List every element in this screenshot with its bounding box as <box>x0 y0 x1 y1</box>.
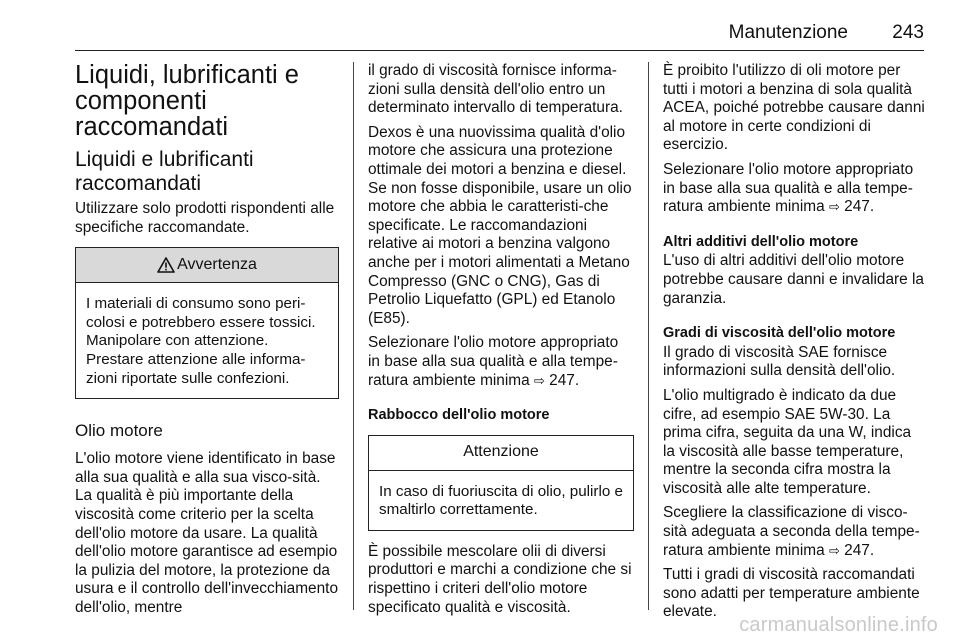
watermark: carmanualsonline.info <box>739 614 938 636</box>
select-oil-text <box>663 161 927 217</box>
section-subtitle: Liquidi e lubrificanti raccomandati <box>75 148 254 195</box>
header-rule <box>75 50 924 51</box>
viscosity-text-3 <box>663 504 927 560</box>
mixing-text: È possibile mescolare olii di diversi produttori e marchi a condizione che si rispettino i criteri dell'olio motore specificato qualità e viscosità. <box>368 542 632 616</box>
intro-text: Utilizzare solo prodotti rispondenti alle specifiche raccomandate. <box>75 200 335 236</box>
warning-box <box>75 247 339 399</box>
page-ref-arrow-icon: ⇨ <box>533 372 545 388</box>
caution-text: In caso di fuoriuscita di olio, pulirlo e smaltirlo correttamente. <box>379 482 623 519</box>
viscosity-text-1: Il grado di viscosità SAE fornisce informazioni sulla densità dell'olio. <box>663 343 896 380</box>
warning-text: I materiali di consumo sono peri-colosi e potrebbero essere tossici. Manipolare con attenzione. Prestare attenzione alle informa-zioni riportate sulle confezioni. <box>86 295 316 387</box>
page-number: 243 <box>892 22 924 43</box>
column-3 <box>663 62 927 628</box>
caution-label: Attenzione <box>369 436 633 471</box>
column-divider <box>353 62 354 610</box>
oil-heading: Olio motore <box>75 421 163 441</box>
page-ref-link[interactable]: 247. <box>844 198 875 216</box>
oil-text: L'olio motore viene identificato in base alla sua qualità e alla sua visco-sità. La qualità è più importante della viscosità come criterio per la scelta dell'olio motore da usare. La qualità dell'olio motore garantisce ad esempio la pulizia del motore, la protezione da usura e il controllo dell'invecchiamento dell'olio, mentre <box>75 450 339 616</box>
page-ref-arrow-icon: ⇨ <box>828 542 840 558</box>
page-title: Liquidi, lubrificanti e componenti raccomandati <box>75 61 299 141</box>
dexos-text: Dexos è una nuovissima qualità d'olio motore che assicura una protezione ottimale dei motori a benzina e diesel. Se non fosse disponibile, usare un olio motore che abbia le caratteristi-che specificate. Le raccomandazioni relative ai motori a benzina valgono anche per i motori alimentati a Metano Compresso (GNC o CNG), Gas di Petrolio Liquefatto (GPL) ed Etanolo (E85). <box>368 123 632 327</box>
select-oil-sentence: Selezionare l'olio motore appropriato in base alla sua qualità e alla tempe-ratura ambiente minima <box>368 334 619 389</box>
viscosity-sentence: Scegliere la classificazione di visco-sità adeguata a seconda della tempe-ratura ambiente minima <box>663 504 920 559</box>
viscosity-heading: Gradi di viscosità dell'olio motore <box>663 325 896 342</box>
page-ref-link[interactable]: 247. <box>844 541 875 559</box>
page-footer <box>0 612 960 642</box>
caution-box <box>368 435 634 531</box>
section-title: Manutenzione <box>728 22 848 43</box>
column-1 <box>75 62 339 624</box>
warning-triangle-icon <box>157 257 175 273</box>
additives-text: L'uso di altri additivi dell'olio motore potrebbe causare danni e invalidare la garanzia. <box>663 252 924 307</box>
viscosity-info-text: il grado di viscosità fornisce informa-zioni sulla densità dell'olio entro un determinato intervallo di temperatura. <box>368 62 623 117</box>
acea-text: È proibito l'utilizzo di oli motore per tutti i motori a benzina di sola qualità ACEA, poiché potrebbe causare danni al motore in certe condizioni di esercizio. <box>663 62 925 154</box>
page-ref-link[interactable]: 247. <box>549 371 580 389</box>
additives-heading: Altri additivi dell'olio motore <box>663 233 859 250</box>
select-oil-text <box>368 334 634 390</box>
page-ref-arrow-icon: ⇨ <box>828 199 840 215</box>
page-header <box>0 0 960 50</box>
refill-heading: Rabbocco dell'olio motore <box>368 407 550 424</box>
select-oil-sentence: Selezionare l'olio motore appropriato in base alla sua qualità e alla tempe-ratura ambiente minima <box>663 160 914 216</box>
warning-header <box>76 248 338 283</box>
viscosity-text-2: L'olio multigrado è indicato da due cifre, ad esempio SAE 5W-30. La prima cifra, seguita da una W, indica la viscosità alle basse temperature, mentre la seconda cifra mostra la viscosità alle alte temperature. <box>663 386 912 497</box>
warning-label: Avvertenza <box>177 255 257 273</box>
column-divider <box>648 62 649 610</box>
column-2 <box>368 62 634 623</box>
viscosity-text-4: Tutti i gradi di viscosità raccomandati sono adatti per temperature ambiente elevate. <box>663 566 920 621</box>
